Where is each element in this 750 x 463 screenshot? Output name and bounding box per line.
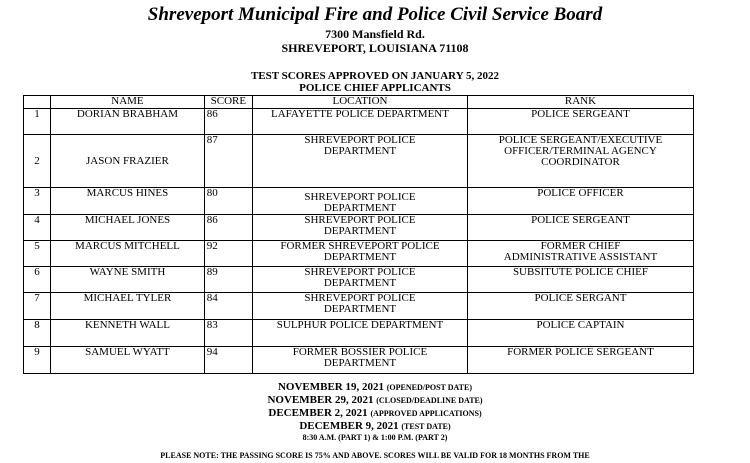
scores-table	[23, 95, 694, 374]
applicant-rank: POLICE SERGANT	[467, 293, 693, 320]
address-street: 7300 Mansfield Rd.	[325, 27, 425, 41]
test-date-note: (TEST DATE)	[401, 422, 451, 431]
applicant-rank: POLICE OFFICER	[467, 188, 693, 215]
applicant-location: SHREVEPORT POLICE DEPARTMENT	[253, 293, 468, 320]
approved-date-line	[0, 407, 750, 420]
closed-date-note: (CLOSED/DEADLINE DATE)	[376, 396, 483, 405]
applicant-location: SHREVEPORT POLICE DEPARTMENT	[253, 215, 468, 241]
table-row	[24, 241, 694, 267]
applicant-name: MICHAEL JONES	[51, 215, 205, 241]
opened-date-line	[0, 381, 750, 394]
column-header-location: LOCATION	[253, 96, 468, 109]
table-row	[24, 293, 694, 320]
closed-date-line	[0, 394, 750, 407]
applicant-rank: POLICE SERGEANT	[467, 109, 693, 135]
applicant-location: SHREVEPORT POLICE DEPARTMENT	[253, 135, 468, 188]
row-number: 5	[24, 241, 51, 267]
row-number: 3	[24, 188, 51, 215]
table-row	[24, 188, 694, 215]
applicant-location: LAFAYETTE POLICE DEPARTMENT	[253, 109, 468, 135]
applicant-location: SHREVEPORT POLICE DEPARTMENT	[253, 188, 468, 215]
opened-date: NOVEMBER 19, 2021	[277, 381, 384, 393]
column-header-score: SCORE	[204, 96, 252, 109]
applicant-rank: POLICE SERGEANT	[467, 215, 693, 241]
applicant-name: KENNETH WALL	[51, 320, 205, 347]
closed-date: NOVEMBER 29, 2021	[267, 394, 374, 406]
table-row	[24, 347, 694, 374]
row-number: 9	[24, 347, 51, 374]
row-number: 4	[24, 215, 51, 241]
applicant-name: WAYNE SMITH	[51, 267, 205, 293]
date-schedule	[0, 381, 750, 443]
row-number: 1	[24, 109, 51, 135]
test-times: 8:30 A.M. (PART 1) & 1:00 P.M. (PART 2)	[302, 433, 448, 442]
applicant-name: SAMUEL WYATT	[51, 347, 205, 374]
applicant-location: SHREVEPORT POLICE DEPARTMENT	[253, 267, 468, 293]
applicant-score: 92	[204, 241, 252, 267]
applicant-score: 94	[204, 347, 252, 374]
board-title: Shreveport Municipal Fire and Police Civil Service Board	[147, 4, 603, 25]
applicant-rank: POLICE SERGEANT/EXECUTIVE OFFICER/TERMINAL AGENCY COORDINATOR	[467, 135, 693, 188]
applicant-rank: POLICE CAPTAIN	[467, 320, 693, 347]
applicant-rank: FORMER POLICE SERGEANT	[467, 347, 693, 374]
applicant-location: FORMER SHREVEPORT POLICE DEPARTMENT	[253, 241, 468, 267]
applicant-name: JASON FRAZIER	[51, 135, 205, 188]
row-number: 6	[24, 267, 51, 293]
applicant-name: MARCUS HINES	[51, 188, 205, 215]
table-row	[24, 320, 694, 347]
applicant-score: 86	[204, 109, 252, 135]
applicant-location: FORMER BOSSIER POLICE DEPARTMENT	[253, 347, 468, 374]
column-header-number	[24, 96, 51, 109]
row-number: 2	[24, 135, 51, 188]
applicant-score: 80	[204, 188, 252, 215]
applicants-heading: POLICE CHIEF APPLICANTS	[299, 82, 451, 94]
scores-approved-heading: TEST SCORES APPROVED ON JANUARY 5, 2022	[250, 70, 500, 82]
applicant-location: SULPHUR POLICE DEPARTMENT	[253, 320, 468, 347]
table-row	[24, 109, 694, 135]
applicant-rank: FORMER CHIEF ADMINISTRATIVE ASSISTANT	[467, 241, 693, 267]
approved-date: DECEMBER 2, 2021	[268, 407, 368, 419]
applicant-score: 89	[204, 267, 252, 293]
column-header-name: NAME	[51, 96, 205, 109]
row-number: 8	[24, 320, 51, 347]
applicant-score: 83	[204, 320, 252, 347]
table-header-row	[24, 96, 694, 109]
applicant-score: 87	[204, 135, 252, 188]
table-row	[24, 215, 694, 241]
approved-date-note: (APPROVED APPLICATIONS)	[370, 409, 482, 418]
table-row	[24, 135, 694, 188]
applicant-rank: SUBSITUTE POLICE CHIEF	[467, 267, 693, 293]
address-city: SHREVEPORT, LOUISIANA 71108	[281, 41, 469, 55]
applicant-name: MICHAEL TYLER	[51, 293, 205, 320]
passing-score-note: PLEASE NOTE: THE PASSING SCORE IS 75% AND ABOVE. SCORES WILL BE VALID FOR 18 MONTHS FROM THE	[160, 451, 590, 460]
test-date-line	[0, 420, 750, 433]
applicant-score: 86	[204, 215, 252, 241]
row-number: 7	[24, 293, 51, 320]
test-date: DECEMBER 9, 2021	[299, 420, 399, 432]
applicant-score: 84	[204, 293, 252, 320]
table-row	[24, 267, 694, 293]
applicant-name: MARCUS MITCHELL	[51, 241, 205, 267]
opened-date-note: (OPENED/POST DATE)	[386, 383, 473, 392]
column-header-rank: RANK	[467, 96, 693, 109]
applicant-name: DORIAN BRABHAM	[51, 109, 205, 135]
